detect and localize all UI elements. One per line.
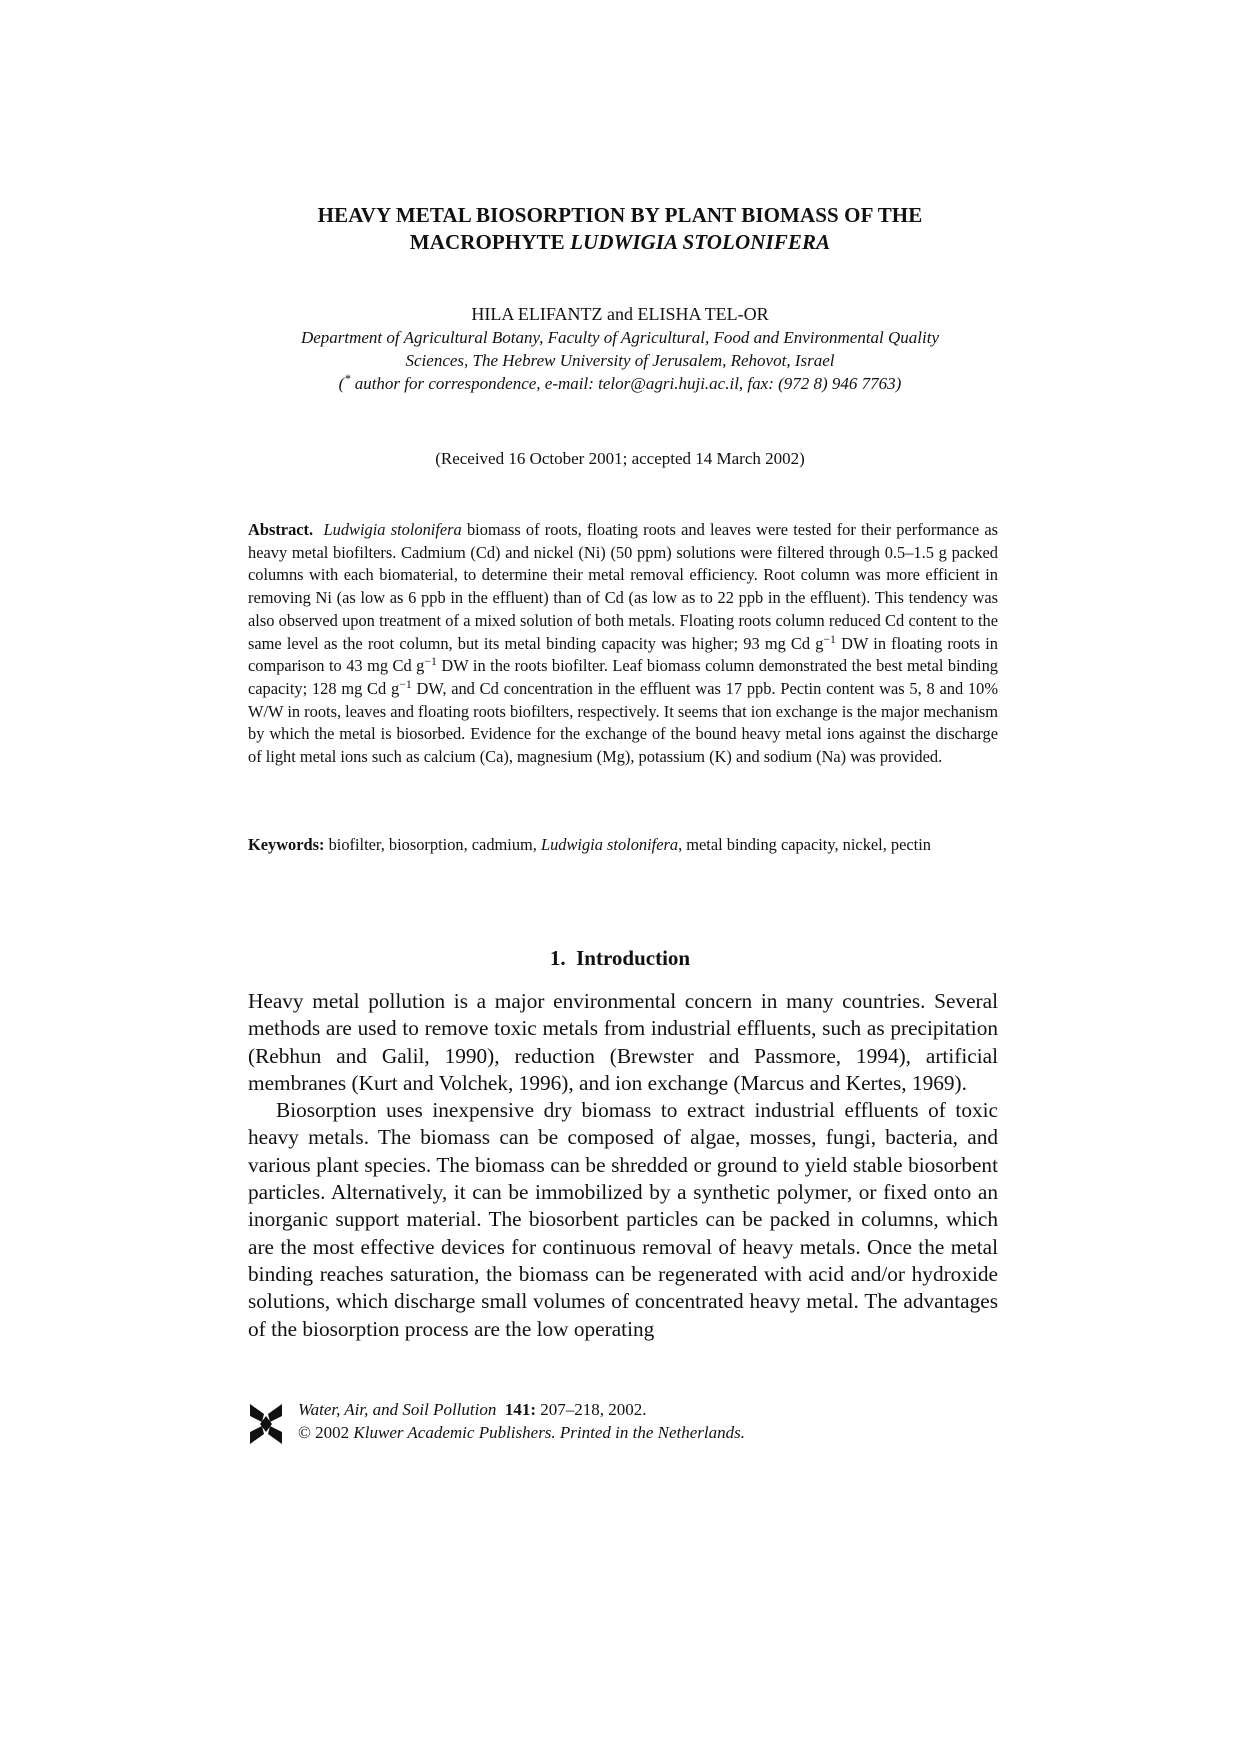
abstract-text-1: biomass of roots, floating roots and leaves were tested for their performance as heavy metal biofilters. Cadmium (Cd) and nickel (Ni) (50 ppm) solutions were filtered through 0.5–1.5 g packed columns with each biomaterial, to determine their metal removal efficiency. Root column was more efficient in removing Ni (as low as 6 ppb in the effluent) than of Cd (as low as to 22 ppb in the effluent). This tendency was also observed upon treatment of a mixed solution of both metals. Floating roots column reduced Cd content to the same level as the root column, but its metal binding capacity was higher; 93 mg Cd g xyxy=(248,520,998,653)
intro-paragraph-1: Heavy metal pollution is a major environmental concern in many countries. Several methods are used to remove toxic metals from industrial effluents, such as precipitation (Rebhun and Galil, 1990), reduction (Brewster and Passmore, 1994), artificial membranes (Kurt and Volchek, 1996), and ion exchange (Marcus and Kertes, 1969). xyxy=(248,989,998,1095)
kluwer-logo-icon xyxy=(248,1402,284,1446)
abstract-text-3: DW in the roots biofilter. Leaf biomass column demonstrated the best metal binding capacity; 128 mg Cd g xyxy=(248,656,998,698)
paper-title xyxy=(240,202,1000,256)
introduction-body xyxy=(248,988,998,1343)
journal-volume: 141: xyxy=(504,1400,537,1419)
abstract-species: Ludwigia stolonifera xyxy=(323,520,462,539)
title-species: LUDWIGIA STOLONIFERA xyxy=(570,230,831,254)
abstract-label: Abstract. xyxy=(248,520,314,539)
abstract-text-2: DW in floating roots in comparison to 43 mg Cd g xyxy=(248,633,998,676)
footer-citation xyxy=(298,1398,745,1421)
abstract xyxy=(248,519,998,769)
journal-name: Water, Air, and Soil Pollution xyxy=(298,1400,497,1419)
footer-copyright xyxy=(298,1421,745,1444)
abstract-sup-1: −1 xyxy=(823,631,836,646)
section-heading-introduction xyxy=(240,945,1000,971)
affiliation-line-3: (* author for correspondence, e-mail: telor@agri.huji.ac.il, fax: (972 8) 946 7763) xyxy=(338,371,902,393)
abstract-sup-2: −1 xyxy=(424,654,437,669)
title-line-1: HEAVY METAL BIOSORPTION BY PLANT BIOMASS OF THE xyxy=(317,203,923,227)
keywords-species: Ludwigia stolonifera xyxy=(540,835,679,854)
intro-paragraph-2: Biosorption uses inexpensive dry biomass to extract industrial effluents of toxic heavy metals. The biomass can be composed of algae, mosses, fungi, bacteria, and various plant species. The biomass can be shredded or ground to yield stable biosorbent particles. Alternatively, it can be immobilized by a synthetic polymer, or fixed onto an inorganic support material. The biosorbent particles can be packed in columns, which are the most effective devices for continuous removal of heavy metals. Once the metal binding reaches saturation, the biomass can be regenerated with acid and/or hydroxide solutions, which discharge small volumes of concentrated heavy metal. The advantages of the biosorption process are the low operating xyxy=(248,1098,998,1341)
section-number: 1. xyxy=(549,946,566,970)
keywords xyxy=(248,834,998,857)
copyright-text: © 2002 xyxy=(298,1423,354,1442)
correspondence-text: author for correspondence, e-mail: telor@agri.huji.ac.il, fax: (972 8) 946 7763) xyxy=(350,374,902,393)
section-title: Introduction xyxy=(576,946,691,970)
keywords-post: , metal binding capacity, nickel, pectin xyxy=(678,835,931,854)
keywords-pre: biofilter, biosorption, cadmium, xyxy=(324,835,541,854)
title-line-2-plain: MACROPHYTE xyxy=(409,230,571,254)
abstract-text-4: DW, and Cd concentration in the effluent was 17 ppb. Pectin content was 5, 8 and 10% W/W in roots, leaves and floating roots biofilters, respectively. It seems that ion exchange is the major mechanism by which the metal is biosorbed. Evidence for the exchange of the bound heavy metal ions against the discharge of light metal ions such as calcium (Ca), magnesium (Mg), potassium (K) and sodium (Na) was provided. xyxy=(248,678,998,767)
publisher-text: Kluwer Academic Publishers. Printed in the Netherlands. xyxy=(353,1423,746,1442)
affiliation-line-1: Department of Agricultural Botany, Faculty of Agricultural, Food and Environmental Quality xyxy=(300,328,940,347)
journal-footer xyxy=(248,1398,998,1448)
keywords-label: Keywords: xyxy=(248,835,325,854)
affiliation xyxy=(240,326,1000,395)
abstract-sup-3: −1 xyxy=(399,677,412,692)
received-dates: (Received 16 October 2001; accepted 14 March 2002) xyxy=(435,449,805,468)
author-list: HILA ELIFANTZ and ELISHA TEL-OR xyxy=(471,304,769,324)
journal-pages: 207–218, 2002. xyxy=(536,1400,647,1419)
title-line-2 xyxy=(240,229,1000,256)
correspondence-star: * xyxy=(344,371,351,386)
affiliation-line-2: Sciences, The Hebrew University of Jerusalem, Rehovot, Israel xyxy=(405,351,835,370)
footer-text xyxy=(298,1398,745,1444)
